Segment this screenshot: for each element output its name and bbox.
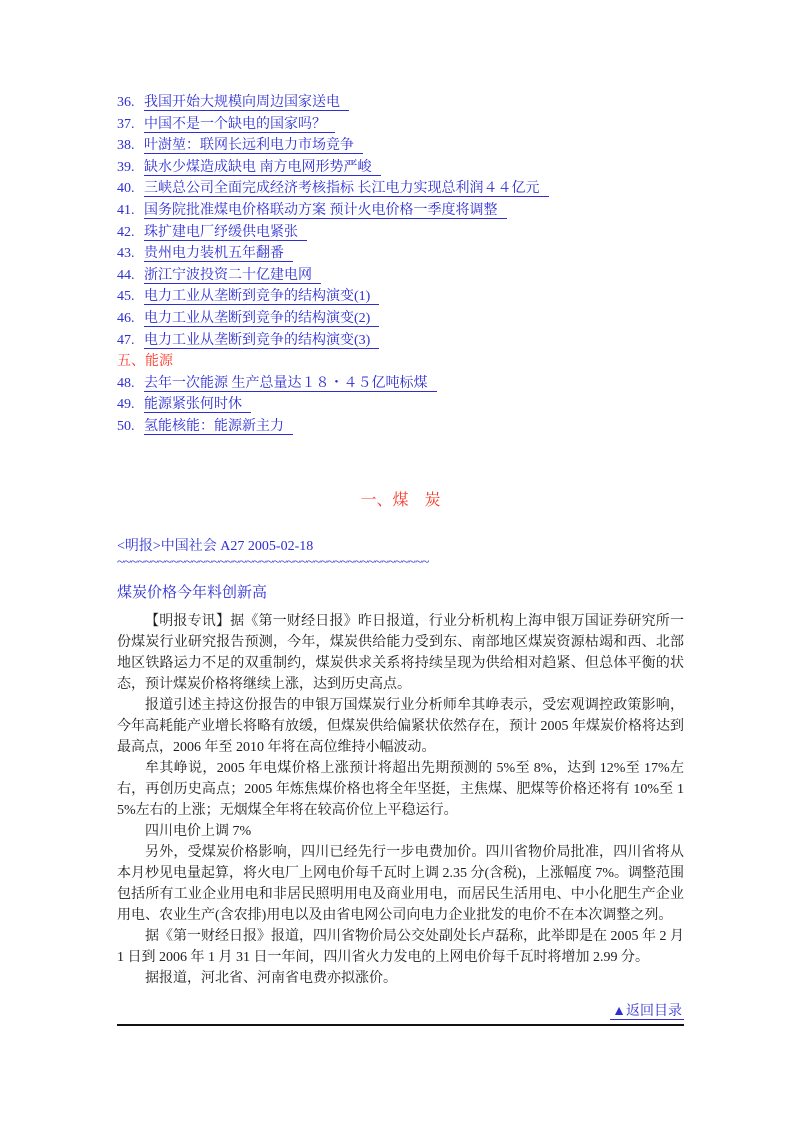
toc-row	[117, 416, 684, 438]
toc-row	[117, 394, 684, 416]
article-paragraph: 牟其峥说，2005 年电煤价格上涨预计将超出先期预测的 5%至 8%，达到 12%至 17%左右，再创历史高点；2005 年炼焦煤价格也将全年坚挺，主焦煤、肥煤等价格还将有 10%至 15%左右的上涨；无烟煤全年将在较高价位上平稳运行。	[117, 760, 684, 818]
toc-item-number: 46.	[117, 310, 135, 326]
toc-item-number: 44.	[117, 267, 135, 283]
toc-item-link[interactable]: 氢能核能：能源新主力	[144, 419, 293, 435]
article-paragraph: 另外，受煤炭价格影响，四川已经先行一步电费加价。四川省物价局批准，四川省将从本月杪见电量起算，将火电厂上网电价每千瓦时上调 2.35 分(含税)，上涨幅度 7%。调整范围包括所有工业企业用电和非居民照明用电及商业用电，而居民生活用电、中小化肥生产企业用电、农业生产(含农排)用电以及由省电网公司向电力企业批发的电价不在本次调整之列。	[117, 844, 684, 923]
article-body	[117, 611, 684, 989]
toc-row	[117, 114, 684, 136]
toc-item-link[interactable]: 三峡总公司全面完成经济考核指标 长江电力实现总利润４４亿元	[144, 181, 549, 197]
toc-row	[117, 178, 684, 200]
toc-item-number: 49.	[117, 397, 135, 413]
toc-item-link[interactable]: 电力工业从垄断到竞争的结构演变(3)	[144, 333, 379, 349]
toc-item-link[interactable]: 电力工业从垄断到竞争的结构演变(1)	[144, 289, 379, 305]
article-paragraph: 据报道，河北省、河南省电费亦拟涨价。	[145, 970, 397, 986]
article-paragraph: 【明报专讯】据《第一财经日报》昨日报道，行业分析机构上海申银万国证券研究所一份煤炭行业研究报告预测，今年，煤炭供给能力受到东、南部地区煤炭资源枯竭和西、北部地区铁路运力不足的双重制约，煤炭供求关系将持续呈现为供给相对趋紧、但总体平衡的状态，预计煤炭价格将继续上涨，达到历史高点。	[117, 613, 684, 692]
toc-item-link[interactable]: 贵州电力装机五年翻番	[144, 246, 293, 262]
toc-row	[117, 265, 684, 287]
toc-item-number: 50.	[117, 418, 135, 434]
toc-row	[117, 373, 684, 395]
toc-item-link[interactable]: 缺水少煤造成缺电 南方电网形势严峻	[144, 160, 381, 176]
article-paragraph: 四川电价上调 7%	[145, 823, 252, 839]
toc-row	[117, 200, 684, 222]
toc-item-number: 47.	[117, 332, 135, 348]
toc-item-number: 43.	[117, 246, 135, 262]
toc-item-number: 40.	[117, 181, 135, 197]
toc-row	[117, 330, 684, 352]
toc-item-link[interactable]: 浙江宁波投资二十亿建电网	[144, 268, 321, 284]
toc-row	[117, 243, 684, 265]
toc-item-link[interactable]: 国务院批准煤电价格联动方案 预计火电价格一季度将调整	[144, 203, 507, 219]
toc-row	[117, 286, 684, 308]
toc-item-link[interactable]: 我国开始大规模向周边国家送电	[144, 95, 349, 111]
article-paragraph: 据《第一财经日报》报道，四川省物价局公交处副处长卢磊称，此举即是在 2005 年 2 月 1 日到 2006 年 1 月 31 日一年间，四川省火力发电的上网电价每千瓦时将增加 2.99 分。	[117, 928, 684, 965]
article-headline: 煤炭价格今年料创新高	[117, 584, 268, 601]
toc-item-link[interactable]: 中国不是一个缺电的国家吗？	[144, 117, 335, 133]
toc-item-link[interactable]: 去年一次能源 生产总量达１８・４５亿吨标煤	[144, 376, 437, 392]
toc-item-number: 36.	[117, 95, 135, 110]
toc-item-number: 48.	[117, 375, 135, 391]
toc-item-number: 45.	[117, 289, 135, 305]
toc-item-number: 39.	[117, 159, 135, 175]
toc-item-link[interactable]: 电力工业从垄断到竞争的结构演变(2)	[144, 311, 379, 327]
toc-item-link[interactable]: 能源紧张何时休	[144, 397, 251, 413]
toc-row	[117, 92, 684, 114]
wavy-divider: ~~~~~~~~~~~~~~~~~~~~~~~~~~~~~~~~~~~~~~~~~~~~~~	[117, 556, 429, 570]
toc-item-number: 38.	[117, 138, 135, 154]
toc-item-link[interactable]: 叶澍堃：联网长远利电力市场竞争	[144, 138, 363, 154]
toc-section-label: 五、能源	[117, 354, 173, 370]
toc-item-link[interactable]: 珠扩建电厂纾缓供电紧张	[144, 225, 307, 241]
chapter-title: 一、煤 炭	[360, 491, 441, 509]
toc-row	[117, 308, 684, 330]
toc-item-number: 37.	[117, 116, 135, 132]
back-to-toc-link[interactable]: ▲返回目录	[612, 1003, 682, 1019]
back-link-row	[117, 1002, 684, 1026]
article-source-line: <明报>中国社会 A27 2005-02-18	[117, 538, 314, 554]
toc-item-number: 42.	[117, 224, 135, 240]
toc-section-header	[117, 351, 684, 373]
article-paragraph: 报道引述主持这份报告的申银万国煤炭行业分析师牟其峥表示，受宏观调控政策影响，今年高耗能产业增长将略有放缓，但煤炭供给偏紧状依然存在，预计 2005 年煤炭价格将达到最高点，2006 年至 2010 年将在高位维持小幅波动。	[117, 697, 684, 755]
toc-row	[117, 222, 684, 244]
toc-row	[117, 135, 684, 157]
toc-row	[117, 157, 684, 179]
toc-item-number: 41.	[117, 202, 135, 218]
table-of-contents	[117, 92, 684, 438]
